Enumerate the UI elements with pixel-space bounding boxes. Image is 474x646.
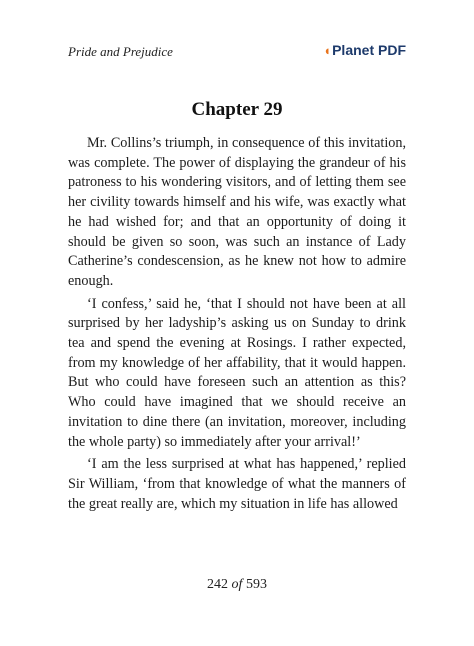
chapter-body — [68, 134, 406, 517]
page-header — [68, 40, 406, 62]
page-number — [0, 577, 474, 593]
page-of-label: of — [231, 577, 243, 592]
total-pages: 593 — [245, 577, 267, 592]
paragraph: Mr. Collins’s triumph, in consequence of this invitation, was complete. The power of displaying the grandeur of his patroness to his wondering visitors, and of letting them see her civility towards himself and his wife, was exactly what he had wished for; and that an opportunity of doing it should be given so soon, was such an instance of Lady Catherine’s condescension, as he knew not how to admire enough. — [68, 135, 406, 289]
planet-pdf-logo — [323, 42, 406, 58]
paragraph: ‘I confess,’ said he, ‘that I should not have been at all surprised by her ladyship’s asking us on Sunday to drink tea and spend the evening at Rosings. I rather expected, from my knowledge of her affability, that it would happen. But who could have foreseen such an attention as this? Who could have imagined that we should receive an invitation to dine there (an invitation, moreover, including the whole party) so immediately after your arrival!’ — [68, 295, 406, 450]
current-page: 242 — [207, 577, 229, 592]
chapter-title: Chapter 29 — [191, 99, 283, 120]
paragraph: ‘I am the less surprised at what has happened,’ replied Sir William, ‘from that knowledge of what the manners of the great really are, which my situation in life has allowed — [68, 456, 406, 512]
logo-swoosh-icon: ◖ — [323, 43, 332, 58]
logo-text: Planet PDF — [332, 42, 406, 58]
book-title: Pride and Prejudice — [68, 44, 173, 59]
